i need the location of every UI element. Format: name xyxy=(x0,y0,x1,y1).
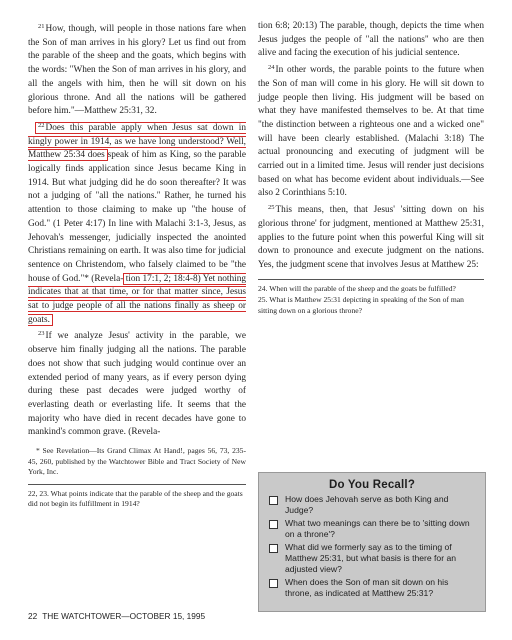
highlighted-text: Does this parable apply when Jesus sat down in kingly power in 1914, as we have long understood? Well, Matthew 25:34 does xyxy=(28,122,246,161)
recall-item-text: What two meanings can there be to 'sitting down on a throne'? xyxy=(285,518,470,539)
checkbox-icon xyxy=(269,520,278,529)
divider xyxy=(258,279,484,280)
recall-item xyxy=(269,577,477,598)
checkbox-icon xyxy=(269,544,278,553)
recall-item xyxy=(269,494,477,515)
recall-item xyxy=(269,518,477,539)
recall-item xyxy=(269,542,477,574)
paragraph-text: speak of him as King, so the parable logically finds application since Jesus became King in 1914. But what judging did he do soon thereafter? It was not a judging of "all the nations." Rather, he turned his attention to those claiming to make up "the house of God." (1 Peter 4:17) In line with Malachi 3:1-3, Jesus, as Jehovah's messenger, judicially inspected the anointed Christians remaining on earth. It was also time for judicial sentence on Christendom, who falsely claimed to be "the house of God."* (Revela- xyxy=(28,150,246,284)
publication-line: THE WATCHTOWER—OCTOBER 15, 1995 xyxy=(42,611,206,621)
paragraph-number: 24 xyxy=(268,64,275,72)
study-questions xyxy=(258,284,484,317)
paragraph-text: This means, then, that Jesus' 'sitting down on his glorious throne' for judgment, mentioned at Matthew 25:31, applies to the future point when this powerful King will sit down to pronounce and execute judgment on the nations. Yes, the judgment scene that involves Jesus at Matthew 25: xyxy=(258,205,484,270)
study-question: 25. What is Matthew 25:31 depicting in speaking of the Son of man sitting down on a glorious throne? xyxy=(258,295,464,315)
paragraph-text: If we analyze Jesus' activity in the parable, we observe him finally judging all the nations. The parable does not show that such judging would continue over an extended period of many years, as if every person dying during these past decades were judged worthy of everlasting death or everlasting life. It seems that the majority who have died in recent decades have gone to mankind's common grave. (Revela- xyxy=(28,331,246,438)
page-number: 22 xyxy=(28,611,38,621)
recall-title: Do You Recall? xyxy=(328,479,416,491)
right-column xyxy=(258,20,484,317)
study-questions xyxy=(28,489,246,510)
left-column xyxy=(28,20,246,511)
checkbox-icon xyxy=(269,579,278,588)
paragraph-number: 25 xyxy=(268,204,275,212)
footnote: * See Revelation—Its Grand Climax At Hand!, pages 56, 73, 235-45, 260, published by the Watchtower Bible and Tract Society of New York, Inc. xyxy=(28,446,246,477)
paragraph-number: 21 xyxy=(38,23,45,30)
paragraph-number: 23 xyxy=(38,330,45,338)
highlighted-text: tion 17:1, 2; 18:4-8) Yet nothing indicates that at that time, or for that matter since, Jesus sat to judge people of all the nations finally as sheep or goats. xyxy=(28,273,247,325)
paragraph-22 xyxy=(28,119,246,328)
recall-item-text: When does the Son of man sit down on his throne, as indicated at Matthew 25:31? xyxy=(285,577,449,598)
paragraph-24 xyxy=(258,61,484,201)
paragraph-23 xyxy=(28,327,246,440)
study-question: 22, 23. What points indicate that the parable of the sheep and the goats did not begin its fulfillment in 1914? xyxy=(28,488,243,509)
paragraph-continuation: tion 6:8; 20:13) The parable, though, depicts the time when Jesus judges the people of "all the nations" who are then alive and facing the execution of his judicial sentence. xyxy=(258,21,484,59)
recall-item-text: How does Jehovah serve as both King and Judge? xyxy=(285,494,449,515)
paragraph-text: How, though, will people in those nations fare when the Son of man arrives in his glory? Let us find out from the parable of the sheep and the goats, which begins with the words: "When the Son of man arrives in his glory, and all the angels with him, then he will sit down on his glorious throne. And all the nations will be gathered before him."—Matthew 25:31, 32. xyxy=(28,24,246,117)
divider xyxy=(28,484,246,485)
paragraph-number: 22 xyxy=(38,121,45,129)
checkbox-icon xyxy=(269,496,278,505)
recall-item-text: What did we formerly say as to the timing of Matthew 25:31, but what basis is there for an adjusted view? xyxy=(285,542,457,574)
paragraph-text: In other words, the parable points to the future when the Son of man will come in his glory. He will sit down to judge people then living. His judgment will be based on what they have manifested themselves to be. At that time "the distinction between a righteous one and a wicked one" will have been clearly established. (Malachi 3:18) The actual pronouncing and executing of judgment will be carried out in a limited time. Jesus will render just decisions based on what has become evident about individuals.—See also 2 Corinthians 5:10. xyxy=(258,65,484,199)
paragraph-25 xyxy=(258,201,484,273)
study-question: 24. When will the parable of the sheep and the goats be fulfilled? xyxy=(258,283,456,293)
paragraph-21 xyxy=(28,20,246,119)
page-footer xyxy=(28,611,484,621)
recall-box xyxy=(258,472,486,612)
